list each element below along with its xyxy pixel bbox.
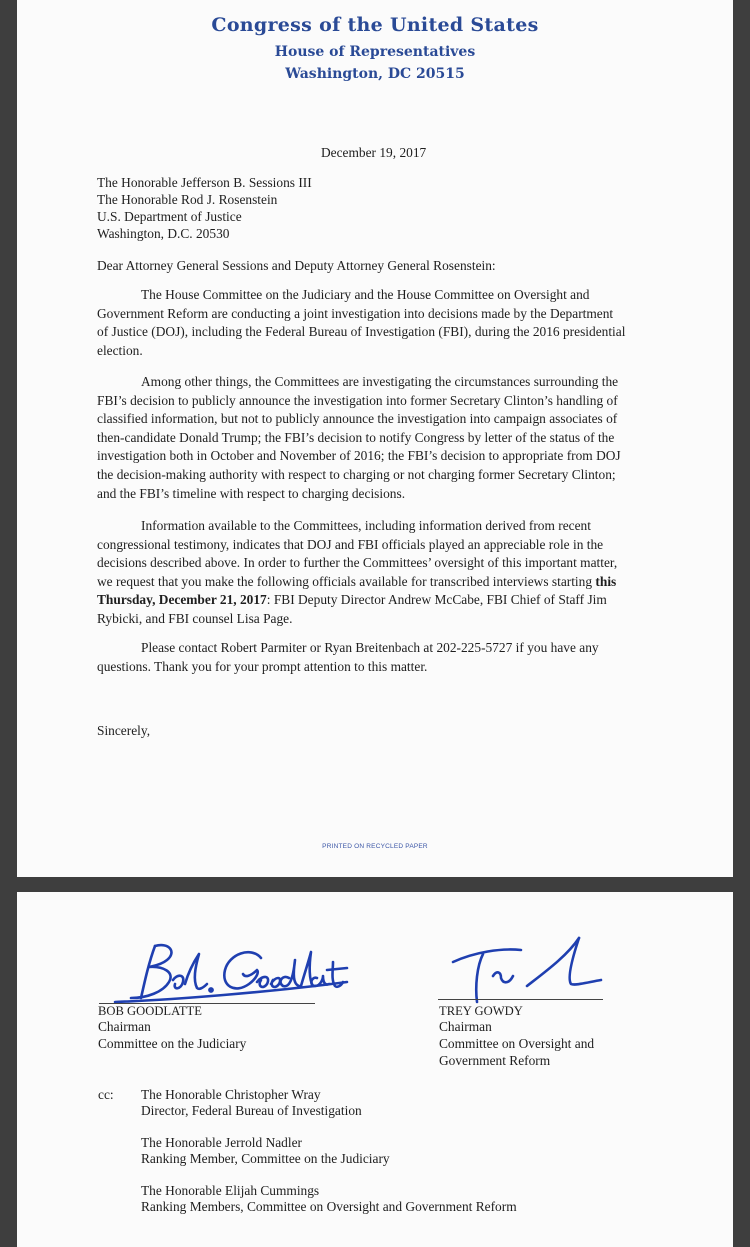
- cc-recipient-name: The Honorable Jerrold Nadler: [141, 1135, 302, 1150]
- letter-date: December 19, 2017: [321, 145, 427, 160]
- cc-label: cc:: [98, 1087, 114, 1102]
- letter-page-1: [17, 0, 733, 877]
- interview-date-emphasis: this Thursday, December 21, 2017: [97, 573, 617, 608]
- cc-recipient-role: Director, Federal Bureau of Investigation: [141, 1103, 362, 1118]
- signer-right-committee: Committee on Oversight and: [439, 1036, 595, 1051]
- closing: Sincerely,: [97, 723, 151, 738]
- cc-recipient-role: Ranking Members, Committee on Oversight and Government Reform: [141, 1199, 517, 1214]
- letterhead-chamber: House of Representatives: [274, 44, 476, 60]
- signer-right-name: TREY GOWDY: [439, 1004, 523, 1018]
- letterhead-address: Washington, DC 20515: [285, 66, 465, 82]
- signer-left-committee: Committee on the Judiciary: [98, 1036, 247, 1051]
- paragraph-4: Please contact Robert Parmiter or Ryan Breitenbach at 202-225-5727 if you have any questions. Thank you for your prompt attention to this matter.: [97, 640, 599, 674]
- recycled-paper-footer: PRINTED ON RECYCLED PAPER: [322, 843, 428, 850]
- signature-line-right: [438, 999, 603, 1000]
- addressee-line: The Honorable Jefferson B. Sessions III: [97, 175, 312, 190]
- addressee-line: Washington, D.C. 20530: [97, 226, 230, 241]
- gowdy-signature: [449, 932, 619, 1012]
- signer-left-title: Chairman: [98, 1019, 151, 1034]
- addressee-line: U.S. Department of Justice: [97, 209, 242, 224]
- salutation: Dear Attorney General Sessions and Deputy Attorney General Rosenstein:: [97, 258, 496, 273]
- cc-recipient-role: Ranking Member, Committee on the Judiciary: [141, 1151, 390, 1166]
- paragraph-2: Among other things, the Committees are investigating the circumstances surrounding the FBI’s decision to publicly announce the investigation into former Secretary Clinton’s handling of classified information, but not to publicly announce the investigation into campaign associates of then-candidate Donald Trump; the FBI’s decision to notify Congress by letter of the status of the investigation both in October and November of 2016; the FBI’s decision to appropriate from DOJ the decision-making authority with respect to charging or not charging former Secretary Clinton; and the FBI’s timeline with respect to charging decisions.: [97, 374, 621, 501]
- goodlatte-signature: [111, 940, 351, 1010]
- letter-page-2: [17, 892, 733, 1247]
- cc-recipient-name: The Honorable Christopher Wray: [141, 1087, 321, 1102]
- addressee-line: The Honorable Rod J. Rosenstein: [97, 192, 278, 207]
- signer-right-committee: Government Reform: [439, 1053, 551, 1068]
- letterhead-title: Congress of the United States: [211, 14, 539, 36]
- signer-left-name: BOB GOODLATTE: [98, 1004, 202, 1018]
- cc-recipient-name: The Honorable Elijah Cummings: [141, 1183, 320, 1198]
- paragraph-3: Information available to the Committees, including information derived from recent congressional testimony, indicates that DOJ and FBI officials played an appreciable role in the decisions described above. In order to further the Committees’ oversight of this important matter, we request that you make the following officials available for transcribed interviews starting this Thursday, December 21, 2017: FBI Deputy Director Andrew McCabe, FBI Chief of Staff Jim Rybicki, and FBI counsel Lisa Page.: [97, 518, 618, 626]
- paragraph-1: The House Committee on the Judiciary and the House Committee on Oversight and Government Reform are conducting a joint investigation into decisions made by the Department of Justice (DOJ), including the Federal Bureau of Investigation (FBI), during the 2016 presidential election.: [97, 287, 626, 358]
- signer-right-title: Chairman: [439, 1019, 492, 1034]
